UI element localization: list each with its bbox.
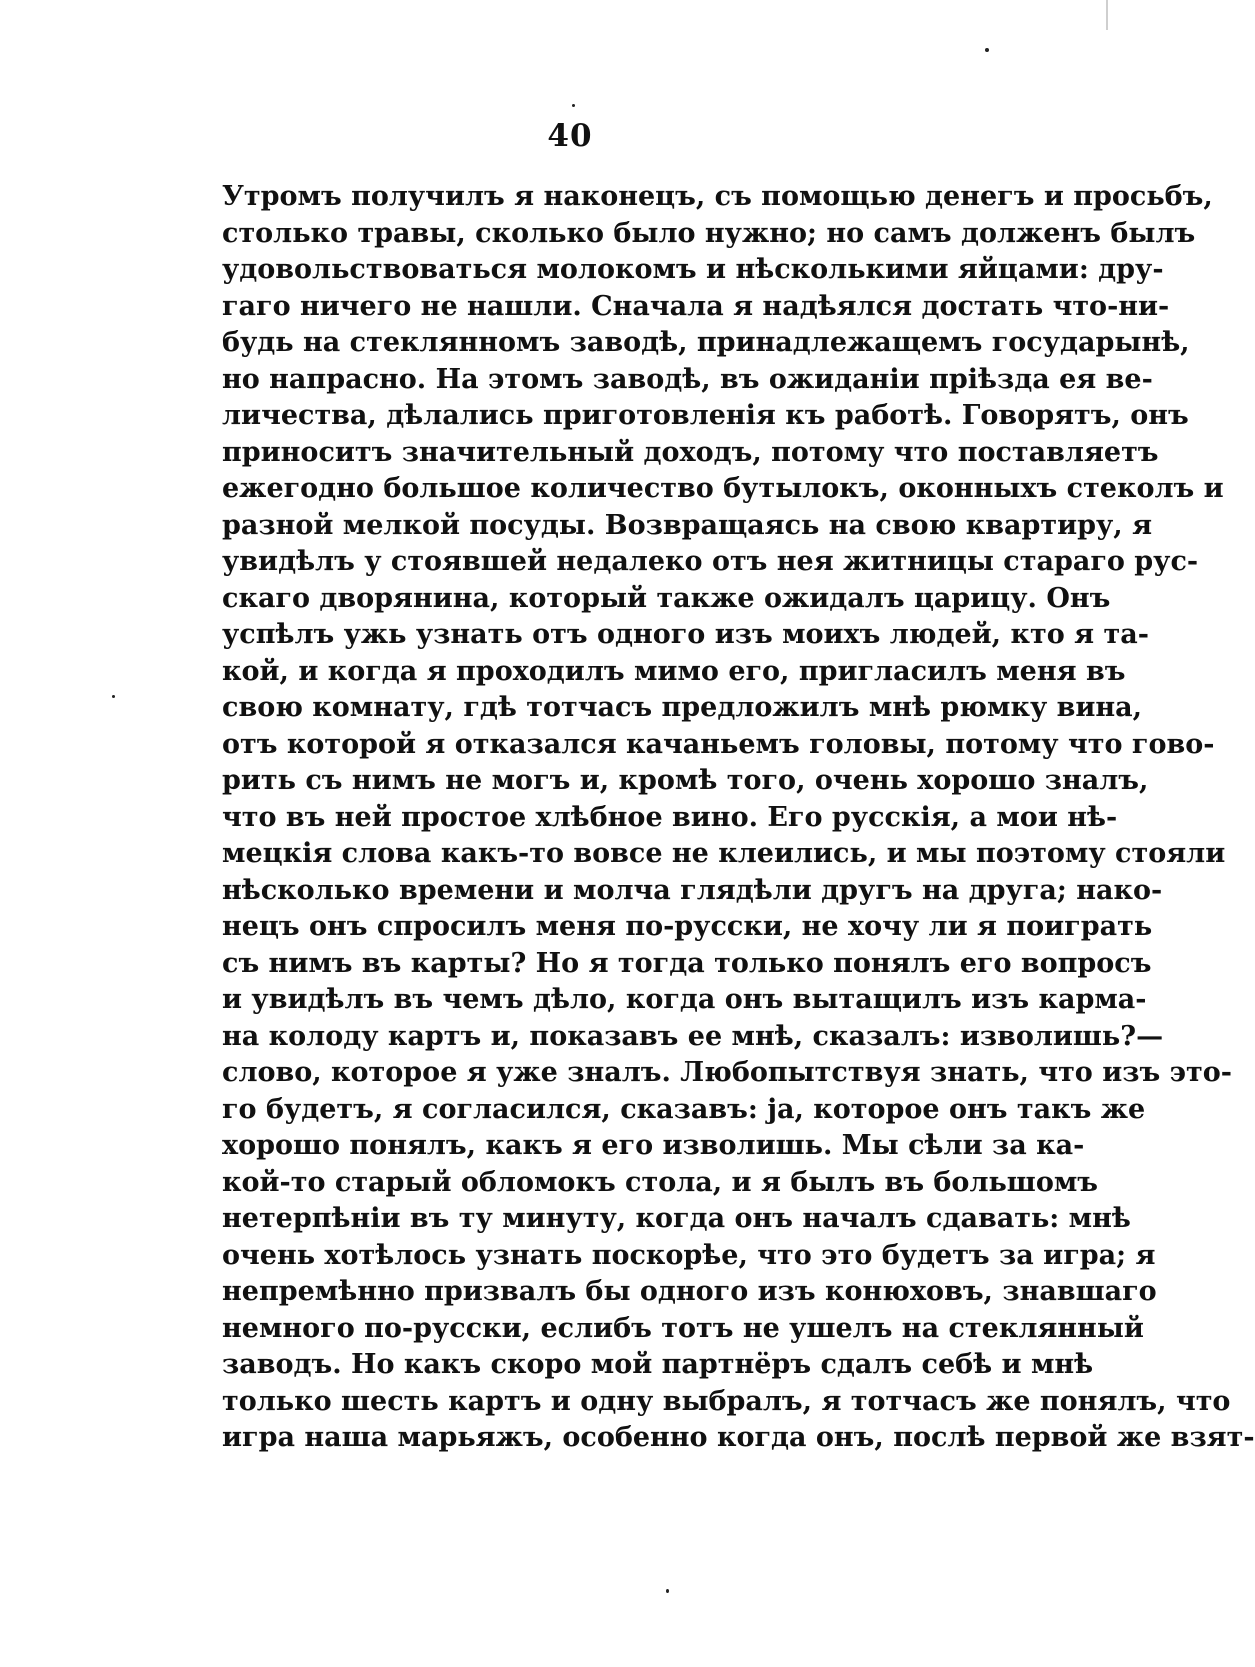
text-line: увидѣлъ у стоявшей недалеко отъ нея житницы стараго рус-: [222, 546, 1199, 577]
text-line: что въ ней простое хлѣбное вино. Его русскія, а мои нѣ-: [222, 801, 1118, 833]
text-line: съ нимъ въ карты? Но я тогда только понялъ его вопросъ: [222, 947, 1152, 979]
text-line: очень хотѣлось узнать поскорѣе, что это будетъ за игра; я: [222, 1239, 1156, 1271]
scan-speck: [985, 48, 989, 52]
text-line: немного по-русски, еслибъ тотъ не ушелъ на стеклянный: [222, 1312, 1144, 1344]
text-line: только шесть картъ и одну выбралъ, я тотчасъ же понялъ, что: [222, 1385, 1231, 1417]
text-line: но напрасно. На этомъ заводѣ, въ ожиданіи прiѣзда ея ве-: [222, 363, 1153, 395]
body-text: [222, 179, 1255, 1457]
text-line: игра наша марьяжъ, особенно когда онъ, послѣ первой же взят-: [222, 1422, 1255, 1453]
text-line: отъ которой я отказался качаньемъ головы, потому что гово-: [222, 728, 1215, 760]
text-line: и увидѣлъ въ чемъ дѣло, когда онъ вытащилъ изъ карма-: [222, 984, 1147, 1015]
scan-speck: [572, 104, 575, 107]
text-line: нетерпѣніи въ ту минуту, когда онъ началъ сдавать: мнѣ: [222, 1203, 1131, 1234]
text-line: будь на стеклянномъ заводѣ, принадлежащемъ государынѣ,: [222, 327, 1190, 358]
text-line: мецкія слова какъ-то вовсе не клеились, и мы поэтому стояли: [222, 838, 1226, 869]
scan-edge-line: [1106, 0, 1108, 30]
text-line: рить съ нимъ не могъ и, кромѣ того, очень хорошо зналъ,: [222, 765, 1149, 796]
text-line: скаго дворянина, который также ожидалъ царицу. Онъ: [222, 582, 1111, 614]
text-line: гаго ничего не нашли. Сначала я надѣялся достать что-ни-: [222, 290, 1170, 322]
text-line: удовольствоваться молокомъ и нѣсколькими яйцами: дру-: [222, 254, 1164, 285]
text-line: личества, дѣлались приготовленія къ работѣ. Говорятъ, онъ: [222, 400, 1189, 431]
scan-speck: [666, 1589, 669, 1593]
text-line: нѣсколько времени и молча глядѣли другъ на друга; нако-: [222, 874, 1163, 906]
text-line: приноситъ значительный доходъ, потому что поставляетъ: [222, 436, 1159, 468]
text-line: столько травы, сколько было нужно; но самъ долженъ былъ: [222, 217, 1196, 249]
text-line: Утромъ получилъ я наконецъ, съ помощью денегъ и просьбъ,: [222, 181, 1213, 212]
text-line: заводъ. Но какъ скоро мой партнёръ сдалъ себѣ и мнѣ: [222, 1349, 1094, 1380]
text-line: свою комнату, гдѣ тотчасъ предложилъ мнѣ рюмку вина,: [222, 692, 1143, 723]
text-line: непремѣнно призвалъ бы одного изъ конюховъ, знавшаго: [222, 1276, 1157, 1307]
text-line: слово, которое я уже зналъ. Любопытствуя знать, что изъ это-: [222, 1057, 1232, 1088]
page-number: 40: [547, 118, 593, 154]
text-line: кой, и когда я проходилъ мимо его, пригласилъ меня въ: [222, 655, 1126, 687]
scan-speck: [112, 695, 115, 698]
text-line: го будетъ, я согласился, сказавъ: ja, которое онъ такъ же: [222, 1093, 1146, 1125]
text-line: ежегодно большое количество бутылокъ, оконныхъ стеколъ и: [222, 473, 1224, 504]
text-line: кой-то старый обломокъ стола, и я былъ въ большомъ: [222, 1166, 1098, 1198]
text-line: разной мелкой посуды. Возвращаясь на свою квартиру, я: [222, 509, 1153, 541]
text-line: успѣлъ ужь узнать отъ одного изъ моихъ людей, кто я та-: [222, 619, 1149, 650]
text-line: хорошо понялъ, какъ я его изволишь. Мы сѣли за ка-: [222, 1130, 1085, 1161]
text-line: нецъ онъ спросилъ меня по-русски, не хочу ли я поиграть: [222, 911, 1153, 942]
text-line: на колоду картъ и, показавъ ее мнѣ, сказалъ: изволишь?—: [222, 1020, 1164, 1052]
